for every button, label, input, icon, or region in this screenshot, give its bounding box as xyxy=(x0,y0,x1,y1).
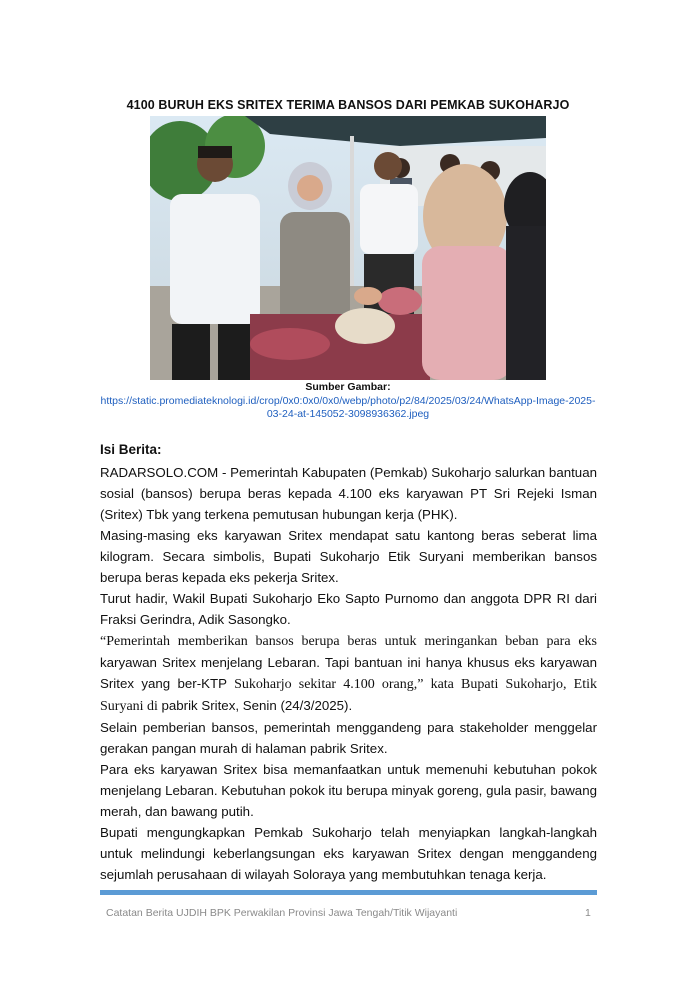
image-source-link[interactable]: https://static.promediateknologi.id/crop/0x0:0x0/0x0/webp/photo/p2/84/2025/03/24/WhatsApp-Image-2025-03-24-at-145052-3098936362.jpeg xyxy=(100,395,596,420)
news-photo-illustration xyxy=(150,116,546,380)
section-label: Isi Berita: xyxy=(100,442,162,457)
paragraph: Bupati mengungkapkan Pemkab Sukoharjo telah menyiapkan langkah-langkah untuk melindungi keberlangsungan eks karyawan Sritex dengan menggandeng sejumlah perusahaan di wilayah Soloraya yang membutuhkan tenaga kerja. xyxy=(100,825,597,882)
news-photo xyxy=(150,116,546,380)
quote-text: karyawan Sritex menjelang Lebaran. Tapi bantuan ini hanya khusus eks karyawan Sritex yang ber-KTP xyxy=(100,655,597,691)
paragraph: Masing-masing eks karyawan Sritex mendapat satu kantong beras seberat lima kilogram. Secara simbolis, Bupati Sukoharjo Etik Suryani memberikan bansos berupa beras kepada eks pekerja Sritex. xyxy=(100,528,597,585)
footer-divider xyxy=(100,890,597,895)
page-number: 1 xyxy=(585,907,591,919)
quote-text: Sukoharjo sekitar 4.100 orang,” kata Bupati Sukoharjo, Etik Suryani di xyxy=(100,677,597,714)
paragraph: Para eks karyawan Sritex bisa memanfaatkan untuk memenuhi kebutuhan pokok menjelang Lebaran. Kebutuhan pokok itu berupa minyak goreng, gula pasir, bawang merah, dan bawang putih. xyxy=(100,762,597,819)
quote-paragraph xyxy=(100,630,597,717)
article-body xyxy=(100,462,597,885)
footer-text: Catatan Berita UJDIH BPK Perwakilan Provinsi Jawa Tengah/Titik Wijayanti xyxy=(106,907,458,919)
image-source-label: Sumber Gambar: xyxy=(305,381,391,393)
paragraph: RADARSOLO.COM - Pemerintah Kabupaten (Pemkab) Sukoharjo salurkan bantuan sosial (bansos) berupa beras kepada 4.100 eks karyawan PT Sri Rejeki Isman (Sritex) Tbk yang terkena pemutusan hubungan kerja (PHK). xyxy=(100,465,597,522)
paragraph: Selain pemberian bansos, pemerintah menggandeng para stakeholder menggelar gerakan pangan murah di halaman pabrik Sritex. xyxy=(100,720,597,756)
quote-text: pabrik Sritex, Senin (24/3/2025). xyxy=(161,698,353,713)
quote-text: “Pemerintah memberikan bansos berupa beras untuk meringankan beban para eks xyxy=(100,634,597,649)
paragraph: Turut hadir, Wakil Bupati Sukoharjo Eko Sapto Purnomo dan anggota DPR RI dari Fraksi Gerindra, Adik Sasongko. xyxy=(100,591,597,627)
document-title: 4100 BURUH EKS SRITEX TERIMA BANSOS DARI PEMKAB SUKOHARJO xyxy=(126,98,570,112)
